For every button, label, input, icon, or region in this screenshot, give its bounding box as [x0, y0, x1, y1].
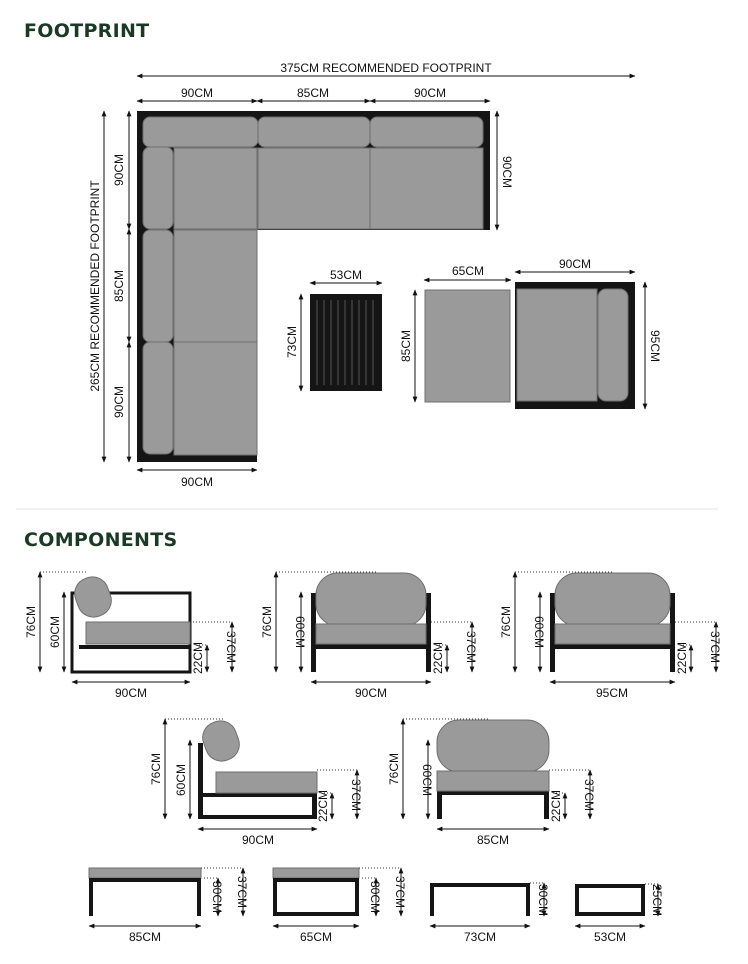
coffee-table-top: [310, 294, 382, 391]
ottoman-front-view: [273, 868, 407, 944]
armchair-front-view: [499, 572, 722, 700]
seat-cushion: [174, 230, 257, 342]
seat-height-label: 37CM: [349, 778, 363, 812]
overall-width-label: 375CM RECOMMENDED FOOTPRINT: [280, 61, 492, 75]
seat-height-label: 37CM: [224, 630, 238, 664]
ottoman-top: [425, 290, 510, 402]
back-cushion: [370, 117, 483, 147]
back-cushion: [316, 573, 426, 626]
height-label: 76CM: [387, 752, 401, 786]
components: [24, 572, 722, 944]
back-height-label: 60CM: [48, 615, 62, 649]
leg-height-label: 22CM: [431, 641, 445, 675]
right-depth-label: 90CM: [500, 155, 514, 189]
coffee-table-front-view: [575, 884, 664, 944]
back-height-label: 60CM: [532, 615, 546, 649]
ottoman-depth-label: 85CM: [399, 329, 413, 363]
height-label: 76CM: [499, 605, 513, 639]
seat-cushion: [174, 342, 257, 455]
seat-height-label: 37CM: [708, 630, 722, 664]
corner-unit-side-view: [24, 572, 238, 700]
seat-cushion: [258, 148, 370, 229]
height-label: 30CM: [536, 883, 550, 917]
seat-cushion: [174, 148, 257, 229]
bottom-width-label: 90CM: [180, 475, 214, 489]
width-label: 90CM: [354, 686, 388, 700]
back-height-label: 60CM: [293, 615, 307, 649]
leg-height-label: 22CM: [191, 641, 205, 675]
width-label: 90CM: [241, 833, 275, 847]
back-cushion: [437, 720, 549, 772]
armless-unit-front-view: [387, 719, 596, 847]
back-cushion: [598, 289, 628, 401]
width-label: 53CM: [593, 930, 627, 944]
back-cushion: [258, 117, 370, 147]
seat-cushion: [370, 148, 483, 229]
seat-cushion: [555, 624, 670, 644]
left-1-label: 90CM: [112, 153, 126, 187]
middle-unit-front-view: [260, 572, 478, 700]
height-label: 76CM: [149, 752, 163, 786]
cushion-height-label: 37CM: [235, 875, 249, 909]
components-heading: COMPONENTS: [24, 529, 178, 551]
ottoman-cushion: [273, 868, 359, 878]
back-cushion: [143, 230, 173, 342]
seat-cushion: [517, 289, 597, 401]
height-label: 76CM: [24, 605, 38, 639]
seat-cushion: [316, 624, 426, 644]
back-cushion: [143, 342, 173, 454]
frame-height-label: 30CM: [368, 880, 382, 914]
footprint-heading: FOOTPRINT: [24, 20, 150, 42]
width-label: 90CM: [114, 686, 148, 700]
left-2-label: 85CM: [112, 269, 126, 303]
table-width-label: 53CM: [329, 268, 363, 282]
ottoman-side-view: [89, 868, 249, 944]
height-label: 76CM: [260, 605, 274, 639]
leg-height-label: 22CM: [675, 641, 689, 675]
ottoman-cushion: [89, 868, 201, 878]
seg-3-label: 90CM: [413, 86, 447, 100]
back-cushion: [555, 573, 670, 626]
width-label: 85CM: [128, 930, 162, 944]
middle-unit-side-view: [149, 716, 363, 847]
width-label: 73CM: [463, 930, 497, 944]
seg-2-label: 85CM: [296, 86, 330, 100]
width-label: 85CM: [476, 833, 510, 847]
coffee-table-side-view: [430, 883, 550, 944]
seat-height-label: 37CM: [582, 778, 596, 812]
cushion-height-label: 37CM: [393, 875, 407, 909]
chair-depth-label: 95CM: [648, 329, 662, 363]
table-depth-label: 73CM: [285, 325, 299, 359]
back-height-label: 60CM: [420, 763, 434, 797]
seat-cushion: [86, 622, 190, 644]
back-cushion: [70, 572, 116, 621]
left-3-label: 90CM: [112, 385, 126, 419]
frame-height-label: 30CM: [210, 880, 224, 914]
overall-depth-label: 265CM RECOMMENDED FOOTPRINT: [88, 180, 102, 392]
chair-width-label: 90CM: [558, 257, 592, 271]
width-label: 65CM: [299, 930, 333, 944]
height-label: 25CM: [650, 883, 664, 917]
seat-cushion: [437, 771, 549, 791]
seat-height-label: 37CM: [464, 630, 478, 664]
back-cushion: [198, 716, 244, 765]
back-height-label: 60CM: [174, 763, 188, 797]
ottoman-width-label: 65CM: [451, 264, 485, 278]
leg-height-label: 22CM: [549, 789, 563, 823]
back-cushion: [143, 117, 258, 147]
back-cushion: [143, 147, 173, 229]
footprint-plan: [88, 61, 662, 489]
width-label: 95CM: [595, 686, 629, 700]
seat-cushion: [216, 772, 317, 793]
seg-1-label: 90CM: [180, 86, 214, 100]
leg-height-label: 22CM: [316, 789, 330, 823]
